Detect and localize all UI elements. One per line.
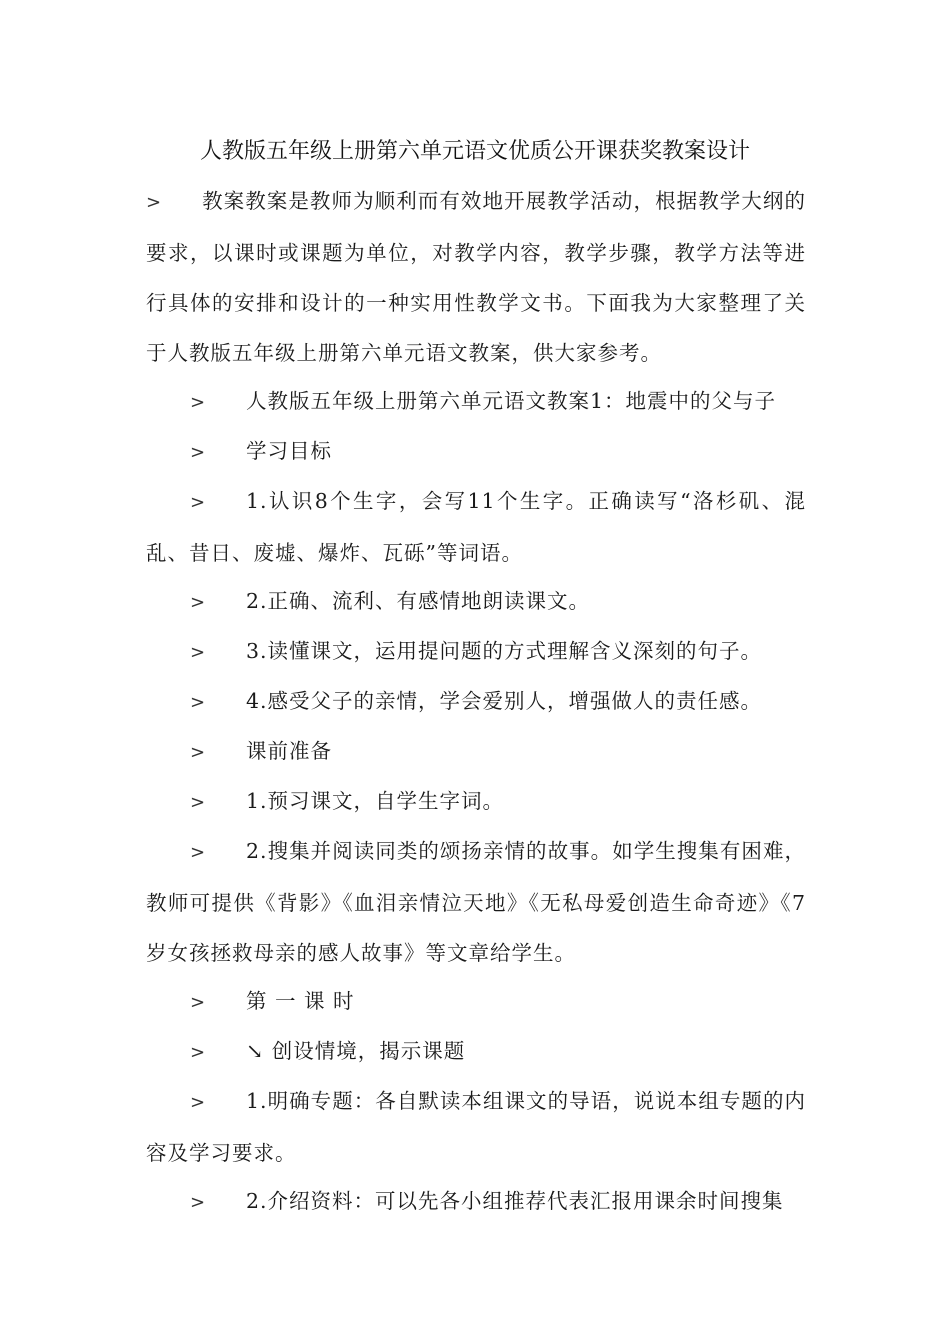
paragraph-goal-4	[146, 676, 806, 728]
paragraph-text: 1.预习课文，自学生字词。	[246, 789, 505, 813]
paragraph-text: 1.认识8个生字，会写11个生字。正确读写“洛杉矶、混乱、昔日、废墟、爆炸、瓦砾”等词语。	[146, 489, 806, 565]
paragraph-goal-3	[146, 626, 806, 678]
bullet-marker: >	[190, 992, 207, 1013]
bullet-marker: >	[190, 442, 207, 463]
paragraph-text: 2.介绍资料：可以先各小组推荐代表汇报用课余时间搜集	[246, 1189, 784, 1213]
bullet-marker: >	[190, 592, 207, 613]
bullet-marker: >	[190, 692, 207, 713]
bullet-marker: >	[190, 842, 207, 863]
bullet-marker: >	[146, 192, 163, 213]
bullet-marker: >	[190, 792, 207, 813]
paragraph-text: 2.正确、流利、有感情地朗读课文。	[246, 589, 591, 613]
bullet-marker: >	[190, 1042, 207, 1063]
paragraph-preparation	[146, 726, 806, 778]
paragraph-prep-1	[146, 776, 806, 828]
document-title: 人教版五年级上册第六单元语文优质公开课获奖教案设计	[199, 139, 750, 164]
bullet-marker: >	[190, 492, 207, 513]
paragraph-intro	[146, 176, 806, 378]
paragraph-text: 4.感受父子的亲情，学会爱别人，增强做人的责任感。	[246, 689, 763, 713]
paragraph-first-period	[146, 976, 806, 1028]
paragraph-text: 第 一 课 时	[246, 989, 355, 1013]
bullet-marker: >	[190, 1192, 207, 1213]
bullet-marker: >	[190, 642, 207, 663]
paragraph-prep-2	[146, 826, 806, 978]
paragraph-step-2	[146, 1176, 806, 1228]
paragraph-step-1	[146, 1076, 806, 1178]
paragraph-lesson-title	[146, 376, 806, 428]
paragraph-text: 2.搜集并阅读同类的颂扬亲情的故事。如学生搜集有困难，教师可提供《背影》《血泪亲情泣天地》《无私母爱创造生命奇迹》《7岁女孩拯救母亲的感人故事》等文章给学生。	[146, 839, 806, 965]
paragraph-text: ↘ 创设情境，揭示课题	[246, 1039, 466, 1063]
paragraph-text: 学习目标	[246, 439, 332, 463]
paragraph-text: 1.明确专题：各自默读本组课文的导语，说说本组专题的内容及学习要求。	[146, 1089, 806, 1165]
bullet-marker: >	[190, 1092, 207, 1113]
paragraph-learning-goals	[146, 426, 806, 478]
paragraph-text: 教案教案是教师为顺利而有效地开展教学活动，根据教学大纲的要求，以课时或课题为单位，对教学内容，教学步骤，教学方法等进行具体的安排和设计的一种实用性教学文书。下面我为大家整理了关于人教版五年级上册第六单元语文教案，供大家参考。	[146, 189, 806, 365]
paragraph-goal-1	[146, 476, 806, 578]
paragraph-text: 人教版五年级上册第六单元语文教案1：地震中的父与子	[246, 389, 777, 413]
paragraph-text: 课前准备	[246, 739, 332, 763]
paragraph-goal-2	[146, 576, 806, 628]
paragraph-text: 3.读懂课文，运用提问题的方式理解含义深刻的句子。	[246, 639, 763, 663]
bullet-marker: >	[190, 742, 207, 763]
bullet-marker: >	[190, 392, 207, 413]
paragraph-create-scene	[146, 1026, 806, 1078]
